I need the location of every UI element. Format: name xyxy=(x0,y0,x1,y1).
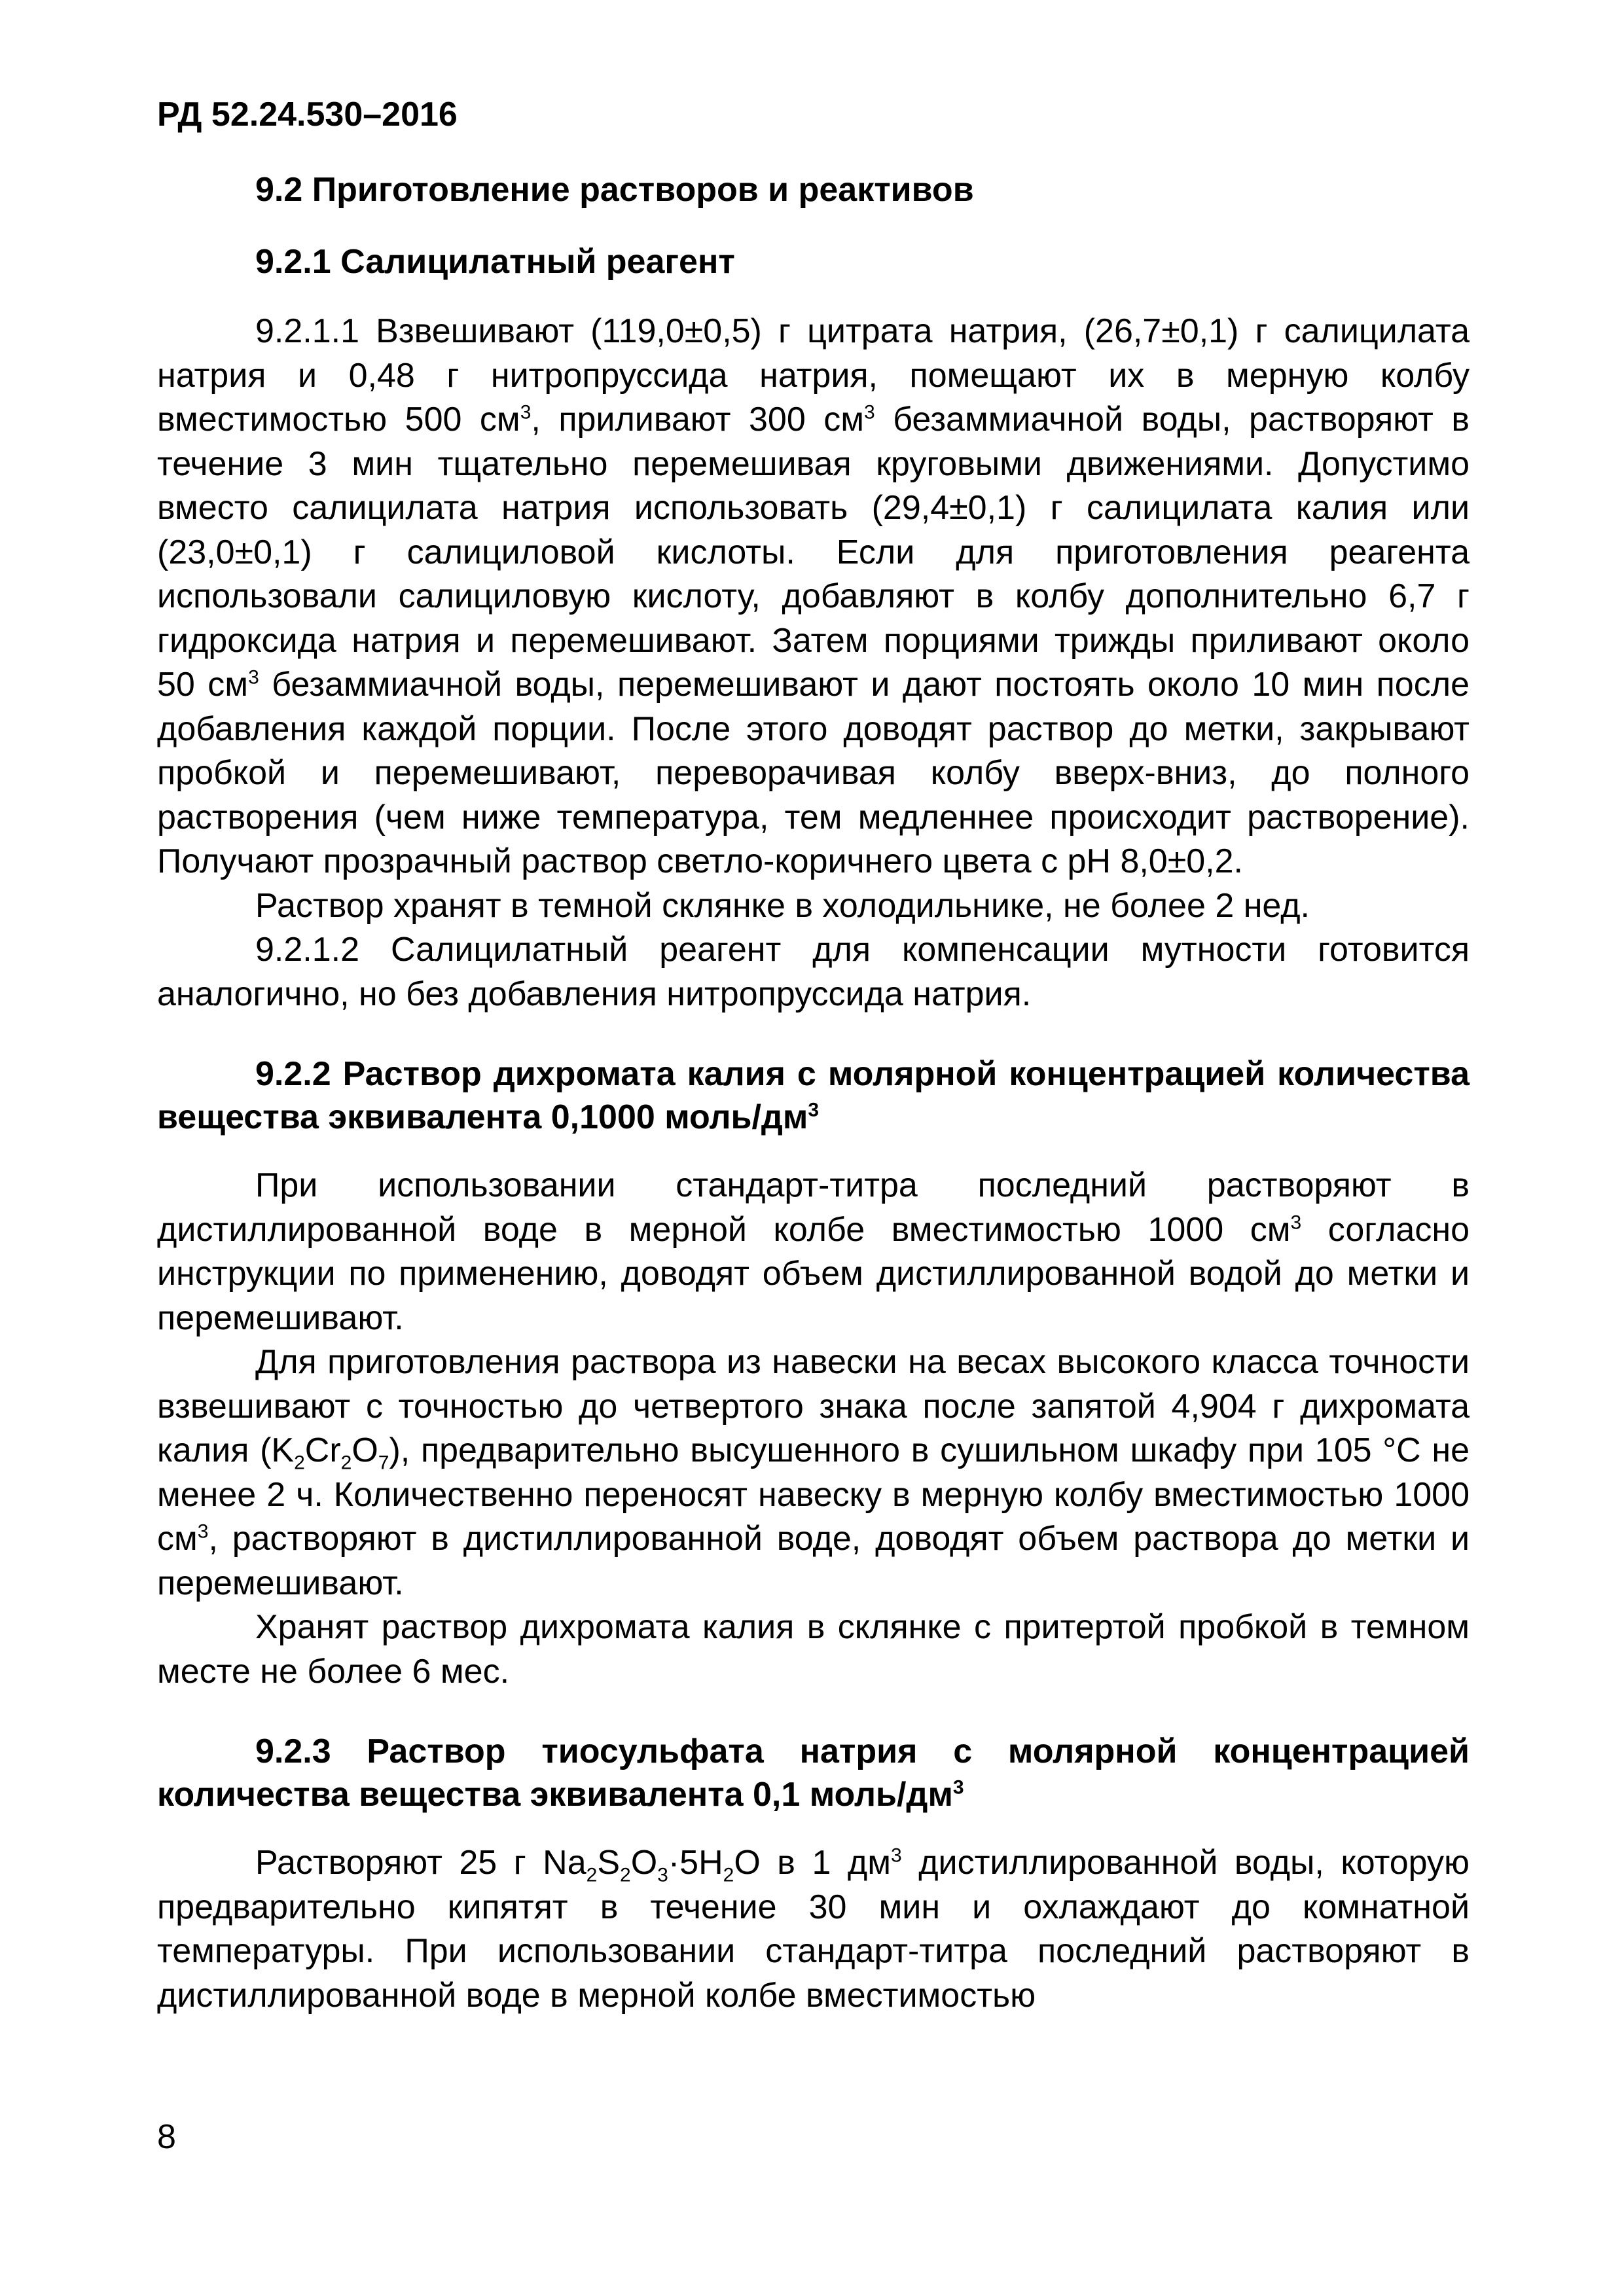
paragraph-storage-note: Раствор хранят в темной склянке в холодильнике, не более 2 нед. xyxy=(255,886,1310,925)
section-9-2-title: 9.2 Приготовление растворов и реактивов xyxy=(255,171,974,209)
document-id: РД 52.24.530–2016 xyxy=(157,96,458,134)
paragraph-dichromate-storage: Хранят раствор дихромата калия в склянке с притертой пробкой в темном месте не более 6 мес. xyxy=(157,1608,1470,1691)
document-page xyxy=(157,92,1470,2018)
paragraph-weighing: Для приготовления раствора из навески на весах высокого класса точности взвешивают с точностью до четвертого знака после запятой 4,904 г дихромата калия $(K_2Cr_2O_7)$, предварительно высушенного в сушильном шкафу при 105 °С не менее 2 ч. Количественно переносят навеску в мерную колбу вместимостью 1000 $см^3$, растворяют в дистиллированной воде, доводят объем раствора до метки и перемешивают. xyxy=(157,1343,1470,1602)
paragraph-standard-titr: При использовании стандарт-титра последний растворяют в дистиллированной воде в мерной колбе вместимостью 1000 $см^3$ согласно инструкции по применению, доводят объем дистиллированной водой до метки и перемешивают. xyxy=(157,1166,1470,1337)
section-9-2-1-title: 9.2.1 Салицилатный реагент xyxy=(255,243,735,281)
paragraph-9-2-1-1: 9.2.1.1 Взвешивают (119,0±0,5) г цитрата натрия, (26,7±0,1) г салицилата натрия и 0,48 г нитропруссида натрия, помещают их в мерную колбу вместимостью 500 $см^3$, приливают 300 $см^3$ безаммиачной воды, растворяют в течение 3 мин тщательно перемешивая круговыми движениями. Допустимо вместо салицилата натрия использовать (29,4±0,1) г салицилата калия или (23,0±0,1) г салициловой кислоты. Если для приготовления реагента использовали салициловую кислоту, добавляют в колбу дополнительно 6,7 г гидроксида натрия и перемешивают. Затем порциями трижды приливают около 50 $см^3$ безаммиачной воды, перемешивают и дают постоять около 10 мин после добавления каждой порции. После этого доводят раствор до метки, закрывают пробкой и перемешивают, переворачивая колбу вверх-вниз, до полного растворения (чем ниже температура, тем медленнее происходит растворение). Получают прозрачный раствор светло-коричнего цвета с рН 8,0±0,2. xyxy=(157,312,1470,880)
paragraph-9-2-1-2: 9.2.1.2 Салицилатный реагент для компенсации мутности готовится аналогично, но без добавления нитропруссида натрия. xyxy=(157,931,1470,1013)
page-number: 8 xyxy=(157,2118,176,2156)
section-9-2-3-title: 9.2.3 Раствор тиосульфата натрия с молярной концентрацией количества вещества эквивалента 0,1 моль/$дм^3$ xyxy=(157,1732,1470,1814)
paragraph-thiosulfate: Растворяют 25 г $Na_2S_2O_3\cdot 5H_2O$ в 1 $дм^3$ дистиллированной воды, которую предварительно кипятят в течение 30 мин и охлаждают до комнатной температуры. При использовании стандарт-титра последний растворяют в дистиллированной воде в мерной колбе вместимостью xyxy=(157,1844,1470,2015)
section-9-2-2-title: 9.2.2 Раствор дихромата калия с молярной концентрацией количества вещества эквивалента 0,1000 моль/$дм^3$ xyxy=(157,1055,1470,1136)
